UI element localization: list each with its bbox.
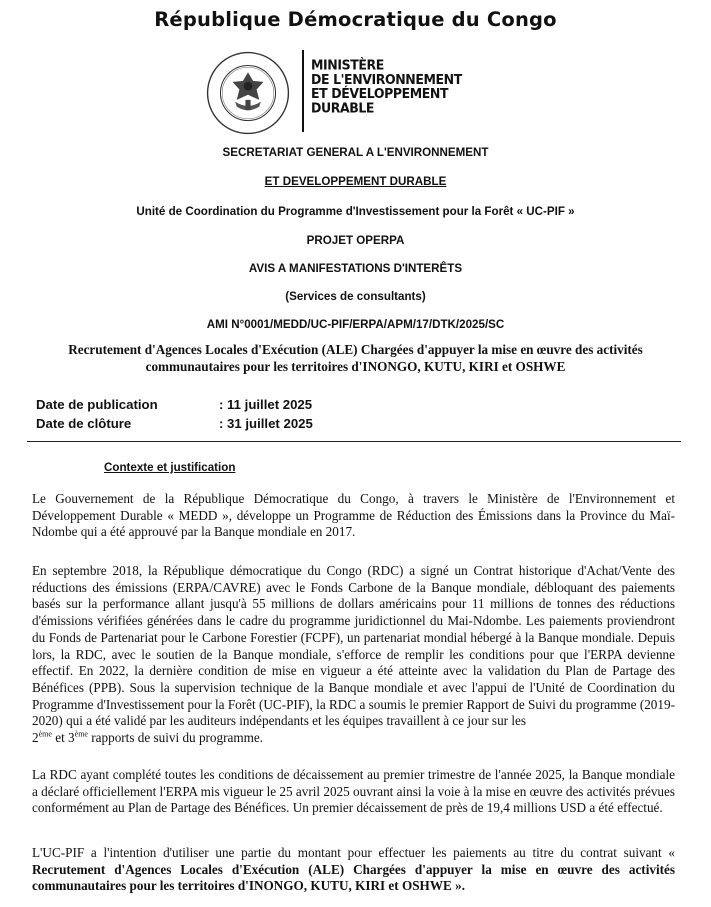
- closing-date-row: [36, 416, 313, 431]
- ministry-line: DURABLE: [311, 99, 375, 116]
- paragraph-1: Le Gouvernement de la République Démocratique du Congo, à travers le Ministère de l'Environnement et Développement Durable « MEDD », développe un Programme de Réduction des Émissions dans la Province du Maï-Ndombe qui a été approuvé par la Banque mondiale en 2017.: [32, 491, 675, 540]
- subject-heading: [30, 341, 681, 375]
- ministry-line: ET DÉVELOPPEMENT: [311, 85, 449, 102]
- government-seal-icon: [205, 50, 291, 136]
- paragraph-2-conjunction: et: [51, 730, 69, 746]
- subject-line: communautaires pour les territoires d'INONGO, KUTU, KIRI et OSHWE: [145, 359, 566, 374]
- paragraph-2: [32, 563, 675, 747]
- header-divider: [302, 50, 304, 132]
- closing-date-value: : 31 juillet 2025: [219, 416, 313, 431]
- horizontal-rule: [27, 441, 681, 442]
- project-title: PROJET OPERPA: [306, 234, 405, 247]
- section-title: Contexte et justification: [104, 461, 236, 474]
- secretariat-line-2: ET DEVELOPPEMENT DURABLE: [264, 175, 447, 188]
- paragraph-3: La RDC ayant complété toutes les conditions de décaissement au premier trimestre de l'année 2025, la Banque mondiale a déclaré officiellement l'ERPA mis vigueur le 25 avril 2025 ouvrant ainsi la voie à la mise en œuvre des activités prévues conformément au Plan de Partage des Bénéfices. Un premier décaissement de près de 19,4 millions USD a été effectué.: [32, 767, 675, 816]
- paragraph-2-tail: rapports de suivi du programme.: [87, 730, 264, 746]
- ministry-line: MINISTÈRE: [311, 56, 384, 73]
- contract-title: Recrutement d'Agences Locales d'Exécution (ALE) Chargées d'appuyer la mise en œuvre des activités communautaires pour les territoires d'INONGO, KUTU, KIRI et OSHWE ».: [32, 861, 675, 894]
- ministry-line: DE L'ENVIRONNEMENT: [311, 71, 462, 87]
- ordinal-suffix: ème: [74, 729, 88, 739]
- publication-date-row: [36, 397, 312, 412]
- paragraph-4-intro: L'UC-PIF a l'intention d'utiliser une partie du montant pour effectuer les paiements au titre du contrat suivant «: [32, 845, 675, 860]
- closing-date-label: Date de clôture: [36, 416, 132, 431]
- report-number-2: 2: [32, 730, 39, 746]
- ministry-name: [311, 58, 471, 115]
- paragraph-4: [32, 845, 675, 895]
- publication-date-label: Date de publication: [36, 397, 158, 412]
- secretariat-line-1: SECRETARIAT GENERAL A L'ENVIRONNEMENT: [222, 146, 489, 159]
- report-number-3: 3: [68, 730, 75, 746]
- ordinal-suffix: ème: [38, 729, 52, 739]
- notice-title: AVIS A MANIFESTATIONS D'INTERÊTS: [248, 262, 463, 275]
- paragraph-2-text: En septembre 2018, la République démocratique du Congo (RDC) a signé un Contrat historique d'Achat/Vente des réductions des émissions (ERPA/CAVRE) avec le Fonds Carbone de la Banque mondiale, débloquant des paiements basés sur la performance allant jusqu'à 55 millions de dollars américains pour 11 millions de tonnes des réductions d'émissions vérifiées générées dans le cadre du programme juridictionnel du Mai-Ndombe. Les paiements proviendront du Fonds de Partenariat pour le Carbone Forestier (FCPF), un partenariat mondial hébergé à la Banque mondiale. Depuis lors, la RDC, avec le soutien de la Banque mondiale, s'efforce de remplir les conditions pour que l'ERPA devienne effectif. En 2022, la dernière condition de mise en vigueur a été atteinte avec la validation du Plan de Partage des Bénéfices (PPB). Sous la supervision technique de la Banque mondiale et avec l'appui de l'Unité de Coordination du Programme d'Investissement pour la Forêt (UC-PIF), la RDC a soumis le premier Rapport de Suivi du programme (2019-2020) qui a été validé par les auditeurs indépendants et les équipes travaillent à ce jour sur les: [32, 563, 675, 729]
- publication-date-value: : 11 juillet 2025: [219, 397, 313, 412]
- reference-number: AMI N°0001/MEDD/UC-PIF/ERPA/APM/17/DTK/2025/SC: [206, 318, 505, 331]
- subject-line: Recrutement d'Agences Locales d'Exécution (ALE) Chargées d'appuyer la mise en œuvre des activités: [68, 342, 643, 357]
- country-title: République Démocratique du Congo: [154, 8, 557, 31]
- unit-title: Unité de Coordination du Programme d'Investissement pour la Forêt « UC-PIF »: [136, 205, 575, 218]
- services-subtitle: (Services de consultants): [285, 290, 426, 303]
